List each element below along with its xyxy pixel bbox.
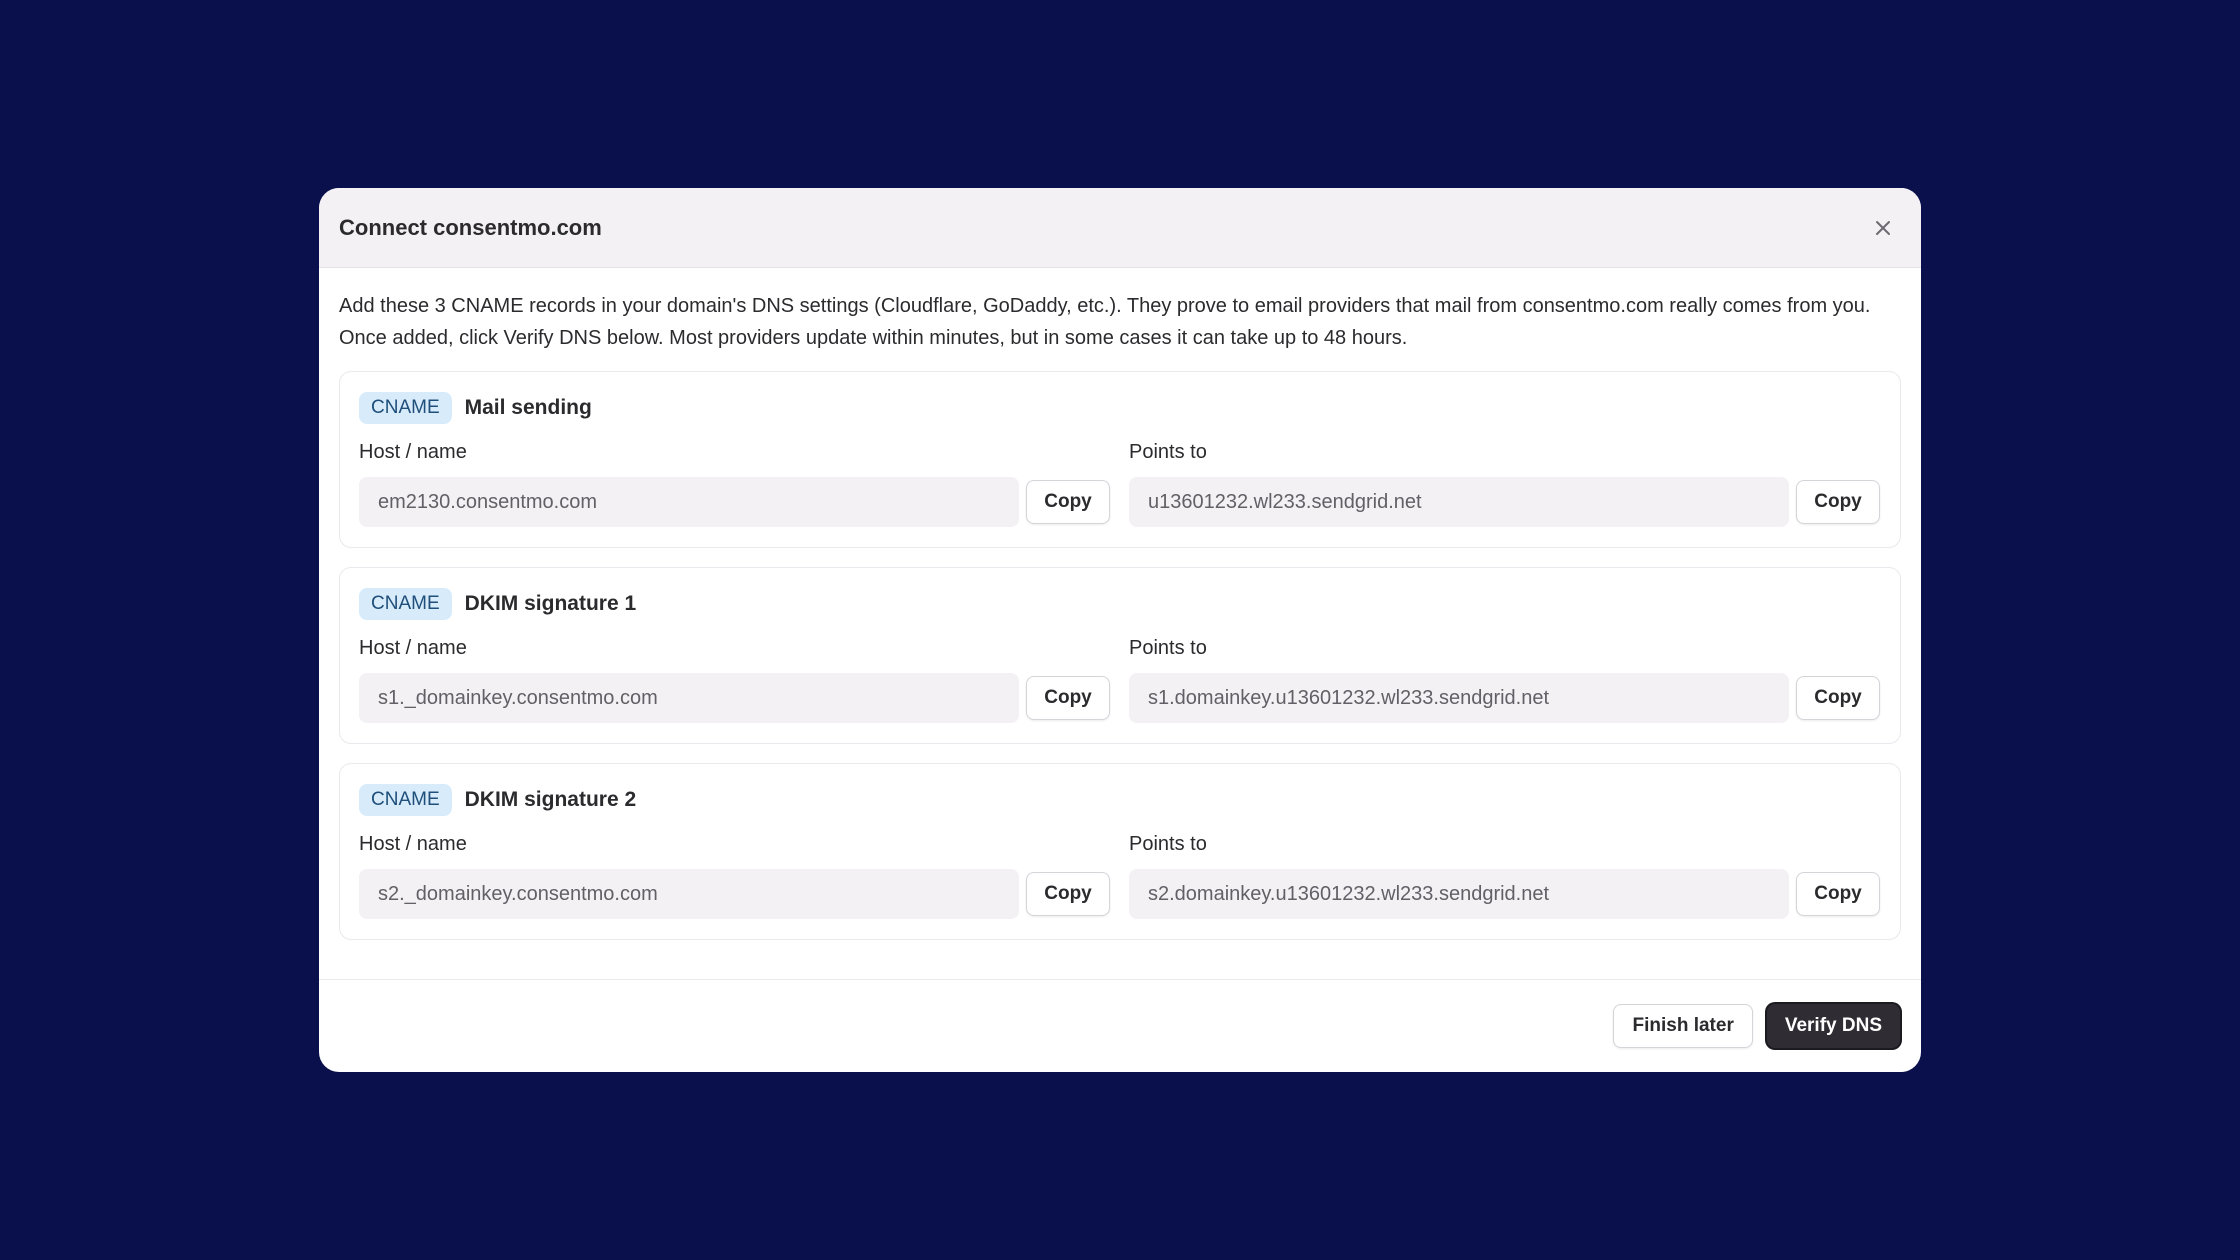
host-row bbox=[359, 673, 1111, 723]
points-to-field-group bbox=[1129, 832, 1881, 919]
points-to-value[interactable]: u13601232.wl233.sendgrid.net bbox=[1129, 477, 1789, 527]
record-header bbox=[359, 783, 1881, 816]
points-to-label: Points to bbox=[1129, 833, 1207, 855]
verify-dns-button[interactable]: Verify DNS bbox=[1767, 1004, 1900, 1048]
copy-host-button[interactable]: Copy bbox=[1026, 676, 1110, 720]
host-value[interactable]: s1._domainkey.consentmo.com bbox=[359, 673, 1019, 723]
points-to-label: Points to bbox=[1129, 441, 1207, 463]
dns-record-card bbox=[339, 371, 1901, 548]
host-value[interactable]: em2130.consentmo.com bbox=[359, 477, 1019, 527]
finish-later-button[interactable]: Finish later bbox=[1613, 1004, 1752, 1048]
record-fields bbox=[359, 636, 1881, 723]
dns-record-card bbox=[339, 763, 1901, 940]
points-to-row bbox=[1129, 869, 1881, 919]
copy-host-button[interactable]: Copy bbox=[1026, 872, 1110, 916]
modal-footer bbox=[319, 979, 1921, 1072]
points-to-value[interactable]: s1.domainkey.u13601232.wl233.sendgrid.net bbox=[1129, 673, 1789, 723]
instructions-text: Add these 3 CNAME records in your domain's DNS settings (Cloudflare, GoDaddy, etc.). They prove to email providers that mail from consentmo.com really comes from you. Once added, click Verify DNS below. Most providers update within minutes, but in some cases it can take up to 48 hours. bbox=[339, 295, 1871, 349]
host-label: Host / name bbox=[359, 441, 467, 463]
record-header bbox=[359, 587, 1881, 620]
record-type-badge: CNAME bbox=[359, 784, 452, 816]
modal-body bbox=[319, 268, 1921, 940]
points-to-label: Points to bbox=[1129, 637, 1207, 659]
dns-record-card bbox=[339, 567, 1901, 744]
host-field-group bbox=[359, 832, 1111, 919]
copy-points-to-button[interactable]: Copy bbox=[1796, 676, 1880, 720]
copy-host-button[interactable]: Copy bbox=[1026, 480, 1110, 524]
host-row bbox=[359, 477, 1111, 527]
points-to-row bbox=[1129, 673, 1881, 723]
copy-points-to-button[interactable]: Copy bbox=[1796, 872, 1880, 916]
record-fields bbox=[359, 832, 1881, 919]
host-field-group bbox=[359, 440, 1111, 527]
record-header bbox=[359, 391, 1881, 424]
modal-header bbox=[319, 188, 1921, 268]
points-to-row bbox=[1129, 477, 1881, 527]
record-type-badge: CNAME bbox=[359, 588, 452, 620]
points-to-field-group bbox=[1129, 636, 1881, 723]
close-button[interactable] bbox=[1863, 208, 1903, 248]
copy-points-to-button[interactable]: Copy bbox=[1796, 480, 1880, 524]
points-to-field-group bbox=[1129, 440, 1881, 527]
host-row bbox=[359, 869, 1111, 919]
points-to-value[interactable]: s2.domainkey.u13601232.wl233.sendgrid.net bbox=[1129, 869, 1789, 919]
record-title: DKIM signature 2 bbox=[464, 787, 637, 811]
record-type-badge: CNAME bbox=[359, 392, 452, 424]
record-fields bbox=[359, 440, 1881, 527]
host-field-group bbox=[359, 636, 1111, 723]
modal-title: Connect consentmo.com bbox=[339, 214, 602, 240]
record-title: Mail sending bbox=[464, 395, 592, 419]
connect-domain-modal bbox=[319, 188, 1921, 1072]
host-value[interactable]: s2._domainkey.consentmo.com bbox=[359, 869, 1019, 919]
host-label: Host / name bbox=[359, 637, 467, 659]
record-title: DKIM signature 1 bbox=[464, 591, 637, 615]
close-icon bbox=[1875, 220, 1891, 236]
host-label: Host / name bbox=[359, 833, 467, 855]
